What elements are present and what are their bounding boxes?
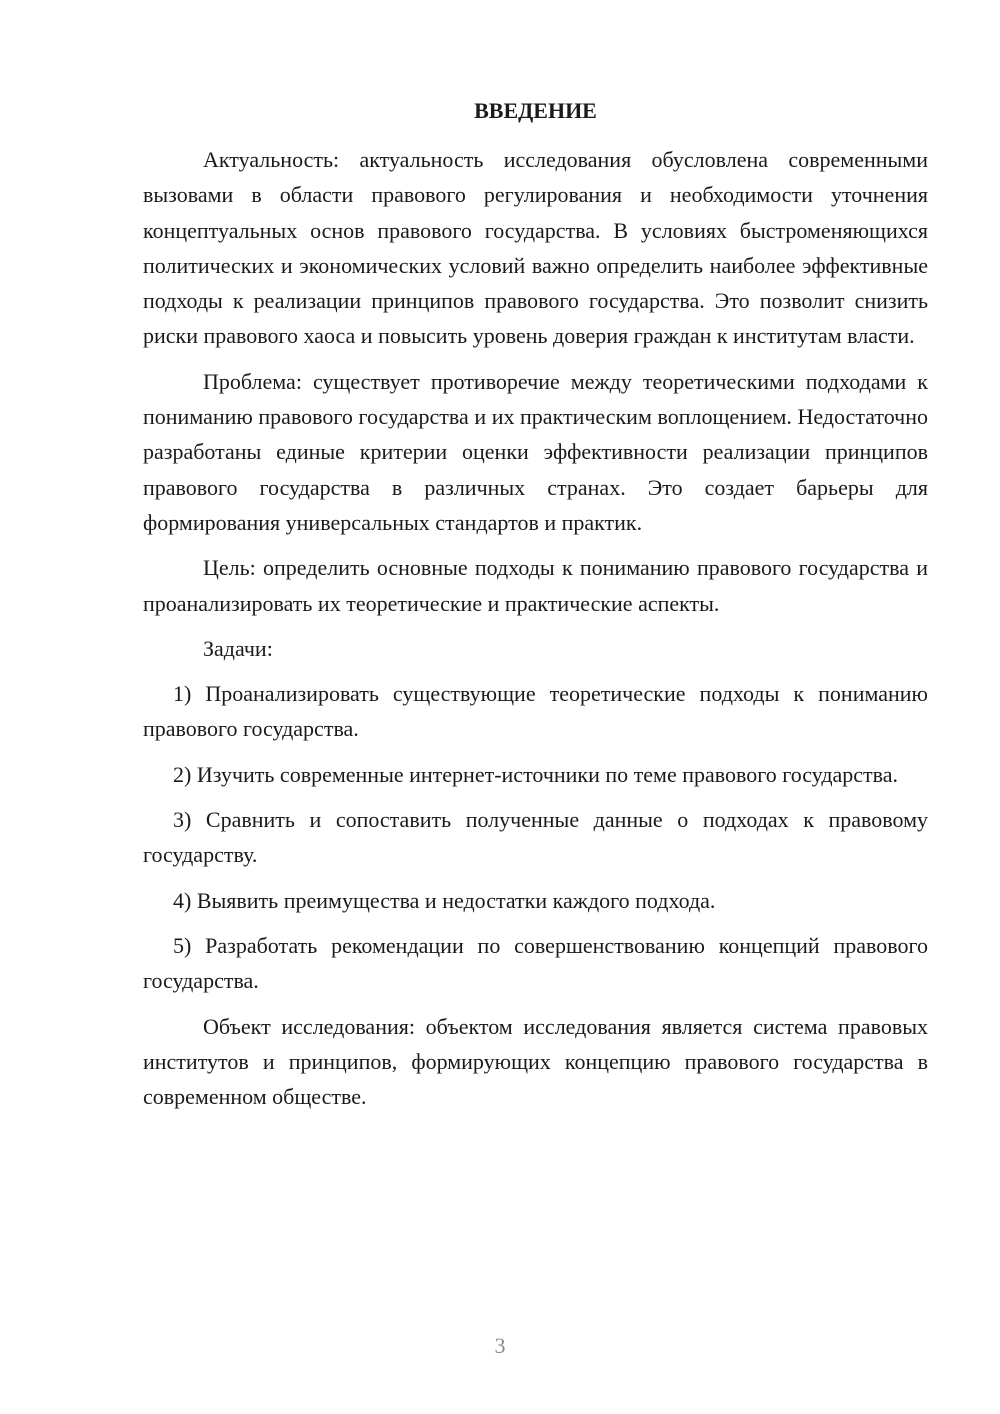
tasks-label: Задачи: (203, 635, 273, 661)
task-item-4: 4) Выявить преимущества и недостатки каждого подхода. (173, 887, 716, 913)
goal-paragraph: Цель: определить основные подходы к пониманию правового государства и проанализировать их теоретические и практические аспекты. (143, 555, 928, 616)
problem-paragraph: Проблема: существует противоречие между теоретическими подходами к пониманию правового государства и их практическим воплощением. Недостаточно разработаны единые критерии оценки эффективности реализации принципов правового государства в различных странах. Это создает барьеры для формирования универсальных стандартов и практик. (143, 368, 928, 535)
page-number: 3 (494, 1333, 506, 1358)
object-paragraph: Объект исследования: объектом исследования является система правовых институтов и принципов, формирующих концепцию правового государства в современном обществе. (143, 1013, 928, 1110)
section-heading: ВВЕДЕНИЕ (474, 98, 597, 123)
task-item-2: 2) Изучить современные интернет-источники по теме правового государства. (173, 761, 899, 787)
task-item-1: 1) Проанализировать существующие теоретические подходы к пониманию правового государства. (143, 681, 928, 742)
task-item-3: 3) Сравнить и сопоставить полученные данные о подходах к правовому государству. (143, 807, 928, 868)
relevance-paragraph: Актуальность: актуальность исследования обусловлена современными вызовами в области правового регулирования и необходимости уточнения концептуальных основ правового государства. В условиях быстроменяющихся политических и экономических условий важно определить наиболее эффективные подходы к реализации принципов правового государства. Это позволит снизить риски правового хаоса и повысить уровень доверия граждан к институтам власти. (143, 147, 928, 349)
page-body (143, 96, 928, 1124)
task-item-5: 5) Разработать рекомендации по совершенствованию концепций правового государства. (143, 932, 928, 994)
